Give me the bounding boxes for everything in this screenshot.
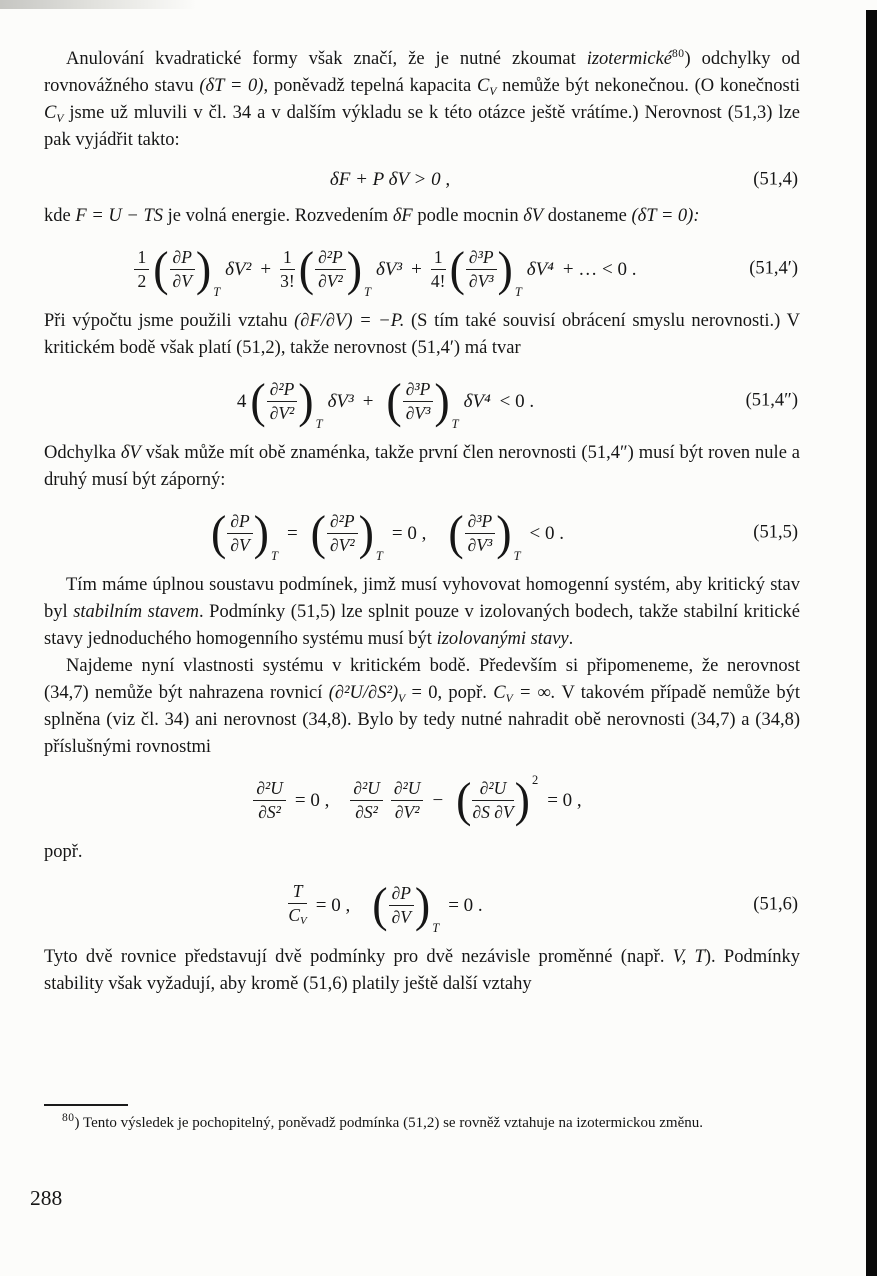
subscript-T: T	[513, 548, 521, 563]
text-run: však může mít obě znaménka, takže první člen nerovnosti (51,4″) musí být roven nule a druhý musí být záporný:	[44, 443, 800, 490]
text-run: podle mocnin	[412, 206, 524, 226]
subscript-T: T	[270, 548, 278, 563]
math-run: (δT = 0):	[631, 206, 700, 226]
subscript-T: T	[213, 284, 221, 299]
plus-operator: +	[411, 258, 422, 280]
plus-operator: +	[260, 258, 272, 280]
paragraph-4	[44, 440, 800, 494]
delta-term: δV⁴	[526, 258, 554, 280]
denominator: 3!	[280, 270, 295, 291]
equation-51-4	[44, 166, 800, 193]
right-paren: )	[253, 505, 269, 560]
symbol-Cv	[493, 683, 512, 703]
math-run: (∂F/∂V) = −P.	[294, 311, 405, 331]
coef-fraction	[134, 247, 149, 292]
denominator: ∂S ∂V	[472, 801, 514, 822]
var-C: C	[288, 905, 301, 926]
emphasis-izolovanymi-stavy: izolovanými stavy	[436, 629, 569, 649]
emphasis-izotermicke: izotermické	[586, 49, 672, 69]
denominator: ∂V²	[269, 402, 295, 423]
equation-number: (51,4′)	[749, 258, 798, 279]
text-run: nemůže být nekonečnou. (O konečnosti	[496, 76, 800, 96]
scan-artifact-top-smudge	[0, 0, 205, 9]
left-paren: (	[298, 241, 315, 296]
minus-operator: −	[432, 789, 444, 811]
coef-fraction	[431, 247, 446, 292]
equals-operator: =	[286, 522, 298, 544]
numerator: ∂²P	[315, 247, 346, 270]
derivative-fraction	[391, 778, 424, 823]
text-run: ) Tento výsledek je pochopitelný, poněvadž podmínka (51,2) se rovněž vztahuje na izotermickou změnu.	[74, 1115, 703, 1131]
equation-51-6	[44, 874, 800, 936]
equation-number: (51,6)	[753, 894, 798, 915]
equals-zero: = 0 ,	[547, 789, 582, 811]
equation-51-5	[44, 502, 800, 564]
math-run: (∂²U/∂S²)	[328, 683, 399, 703]
denominator: 4!	[430, 270, 446, 291]
denominator: ∂V	[230, 534, 250, 555]
symbol-Cv	[44, 103, 63, 123]
left-paren: (	[153, 241, 169, 296]
emphasis-stabilnim-stavem: stabilním stavem	[73, 602, 199, 622]
text-run: , poněvadž tepelná kapacita	[263, 76, 478, 96]
derivative-fraction	[267, 379, 298, 424]
footnote-rule	[44, 1104, 128, 1106]
sub-V: V	[505, 693, 513, 705]
right-paren: )	[346, 241, 363, 296]
derivative-fraction	[466, 247, 497, 292]
equals-zero: = 0 ,	[315, 894, 351, 916]
equation-tail: < 0 .	[499, 390, 535, 412]
subscript-T: T	[451, 416, 459, 431]
math-run: δV	[523, 206, 544, 226]
left-paren: (	[210, 505, 227, 560]
left-paren: (	[448, 505, 464, 560]
equation-number: (51,4)	[753, 169, 798, 189]
math-run: δF	[392, 206, 413, 226]
derivative-fraction	[465, 511, 496, 556]
subscript-T: T	[375, 548, 383, 563]
left-paren: (	[310, 505, 326, 560]
subscript-T: T	[364, 284, 371, 299]
subscript-T: T	[432, 920, 440, 935]
numerator: ∂²U	[253, 778, 286, 801]
numerator: ∂P	[170, 247, 195, 270]
right-paren: )	[434, 373, 450, 428]
text-run: ). Podmínky stability však vyžadují, aby kromě (51,6) platily ještě další vztahy	[44, 947, 800, 994]
denominator: ∂V²	[394, 801, 420, 822]
denominator: ∂V³	[468, 270, 494, 291]
partial-derivative-group	[385, 373, 459, 431]
right-paren: )	[358, 505, 374, 560]
derivative-fraction	[472, 778, 513, 823]
var-C: C	[477, 76, 490, 96]
math-run: V, T	[672, 947, 705, 967]
left-paren: (	[449, 241, 465, 296]
footnote-marker-80: 80	[62, 1112, 75, 1124]
numerator: ∂³P	[466, 247, 497, 270]
math-run: (δT = 0)	[199, 76, 264, 96]
right-paren: )	[414, 877, 431, 932]
delta-term: δV⁴	[463, 390, 491, 412]
sub-V: V	[489, 86, 497, 98]
numerator: ∂P	[389, 883, 414, 906]
text-run: Tím máme úplnou soustavu podmínek, jimž musí vyhovovat homogenní systém, aby kritický stav byl	[44, 575, 800, 622]
numerator: ∂²P	[267, 379, 298, 402]
equals-zero: = 0 ,	[391, 522, 427, 544]
left-paren: (	[386, 373, 402, 428]
text-run: ) odchylky od rovnovážného stavu	[44, 49, 801, 96]
partial-derivative-group	[455, 772, 539, 827]
denominator: 2	[137, 270, 147, 291]
coefficient-4: 4	[236, 390, 247, 412]
equation-tail: + … < 0 .	[562, 258, 637, 280]
paragraph-3	[44, 308, 800, 362]
text-run: jsme už mluvili v čl. 34 a v dalším výkladu se k této otázce ještě vrátíme.) Nerovnost (51,3) lze pak vyjádřit takto:	[44, 103, 800, 150]
text-run: . Podmínky (51,5) lze splnit pouze v izolovaných bodech, takže stabilní kritické stavy jednoduchého homogenního systému musí být	[44, 602, 801, 649]
sub-V: V	[300, 915, 307, 928]
less-than-zero: < 0 .	[529, 522, 564, 544]
delta-term: δV³	[327, 390, 354, 412]
numerator: ∂²P	[327, 511, 358, 534]
var-C: C	[493, 683, 506, 703]
subscript-T: T	[315, 416, 323, 431]
text-run: (S tím také souvisí obrácení smyslu nerovnosti.) V kritickém bodě však platí (51,2), takže nerovnost (51,4′) má tvar	[44, 311, 801, 358]
derivative-fraction	[403, 379, 434, 424]
delta-term: δV³	[375, 258, 403, 280]
numerator: 1	[134, 247, 149, 270]
subscript-T: T	[514, 284, 522, 299]
equation-number: (51,5)	[753, 522, 798, 543]
equation-unnumbered	[44, 769, 800, 831]
T-over-Cv-fraction	[288, 881, 306, 928]
left-paren: (	[456, 772, 472, 827]
text-run: kde	[44, 206, 76, 226]
left-paren: (	[250, 373, 266, 428]
partial-derivative-group	[298, 241, 371, 299]
text-run: Odchylka	[44, 443, 121, 463]
derivative-fraction	[327, 511, 358, 556]
math-run: F = U − TS	[75, 206, 164, 226]
Cv-denominator	[288, 904, 306, 928]
equation-body: δF + P δV > 0 ,	[329, 169, 451, 190]
paragraph-8	[44, 944, 800, 998]
coef-fraction	[280, 247, 295, 292]
page-body-text	[44, 46, 800, 998]
paragraph-1	[44, 46, 800, 154]
var-C: C	[44, 103, 57, 123]
right-paren: )	[514, 772, 530, 827]
numerator: ∂³P	[403, 379, 434, 402]
partial-derivative-group	[371, 877, 440, 935]
denominator: ∂V	[172, 270, 192, 291]
denominator: ∂S²	[355, 801, 378, 822]
text-run: dostaneme	[543, 206, 632, 226]
math-run: = ∞.	[512, 683, 556, 703]
paragraph-popr: popř.	[44, 842, 83, 862]
denominator: ∂S²	[258, 801, 281, 822]
partial-derivative-group	[447, 505, 521, 563]
text-run: .	[568, 629, 574, 649]
text-run: V takovém případě nemůže být splněna (viz čl. 34) ani nerovnost (34,8). Bylo by tedy nutné nahradit obě nerovnosti (34,7) a (34,8) příslušnými rovnostmi	[44, 683, 800, 757]
text-run: Najdeme nyní vlastnosti systému v kritickém bodě. Především si připomeneme, že nerovnost (34,7) nemůže být nahrazena rovnicí	[44, 656, 800, 703]
superscript-2: 2	[531, 772, 539, 787]
denominator: ∂V³	[405, 402, 431, 423]
scan-artifact-right-edge-band	[866, 10, 877, 1276]
text-run: Tyto dvě rovnice představují dvě podmínky pro dvě nezávisle proměnné (např.	[44, 947, 673, 967]
equation-number: (51,4″)	[745, 390, 798, 411]
numerator: ∂²U	[472, 778, 513, 801]
text-run: = 0, popř.	[405, 683, 494, 703]
denominator: ∂V²	[329, 534, 355, 555]
footnote-ref-80: 80	[672, 47, 685, 60]
sub-V: V	[398, 693, 406, 705]
derivative-fraction	[253, 778, 286, 823]
derivative-fraction	[389, 883, 414, 928]
denominator: ∂V²	[318, 270, 343, 291]
denominator: ∂V³	[467, 534, 493, 555]
right-paren: )	[496, 505, 512, 560]
numerator: ∂²U	[391, 778, 424, 801]
partial-derivative-group	[152, 241, 221, 299]
left-paren: (	[372, 877, 388, 932]
numerator: ∂²U	[350, 778, 383, 801]
equation-51-4-prime	[44, 238, 800, 300]
footnote-text	[44, 1112, 756, 1134]
derivative-fraction	[350, 778, 383, 823]
paragraph-5	[44, 572, 800, 653]
derivative-fraction	[170, 247, 195, 292]
page-number: 288	[30, 1186, 63, 1210]
symbol-Cv	[477, 76, 496, 96]
partial-derivative-group	[210, 505, 278, 563]
equation-51-4-doubleprime	[44, 370, 800, 432]
numerator: T	[288, 881, 306, 904]
partial-derivative-group	[310, 505, 383, 563]
delta-term: δV²	[225, 258, 252, 280]
denominator: ∂V	[391, 906, 411, 927]
right-paren: )	[195, 241, 212, 296]
text-run: Při výpočtu jsme použili vztahu	[44, 311, 295, 331]
numerator: 1	[431, 247, 446, 270]
derivative-fraction	[315, 247, 346, 292]
footnote-80	[44, 1104, 756, 1134]
math-run: δV	[120, 443, 141, 463]
sub-V: V	[56, 113, 64, 125]
paragraph-6	[44, 653, 800, 761]
paragraph-2	[44, 203, 800, 230]
text-run: Anulování kvadratické formy však značí, že je nutné zkoumat	[66, 49, 587, 69]
numerator: 1	[280, 247, 295, 270]
equals-zero: = 0 .	[448, 894, 483, 916]
right-paren: )	[497, 241, 513, 296]
plus-operator: +	[362, 390, 374, 412]
partial-derivative-group	[249, 373, 323, 431]
text-run: je volná energie. Rozvedením	[163, 206, 393, 226]
partial-derivative-group	[449, 241, 522, 299]
right-paren: )	[298, 373, 314, 428]
equals-zero: = 0 ,	[294, 789, 330, 811]
numerator: ∂P	[227, 511, 252, 534]
numerator: ∂³P	[465, 511, 496, 534]
derivative-fraction	[227, 511, 252, 556]
